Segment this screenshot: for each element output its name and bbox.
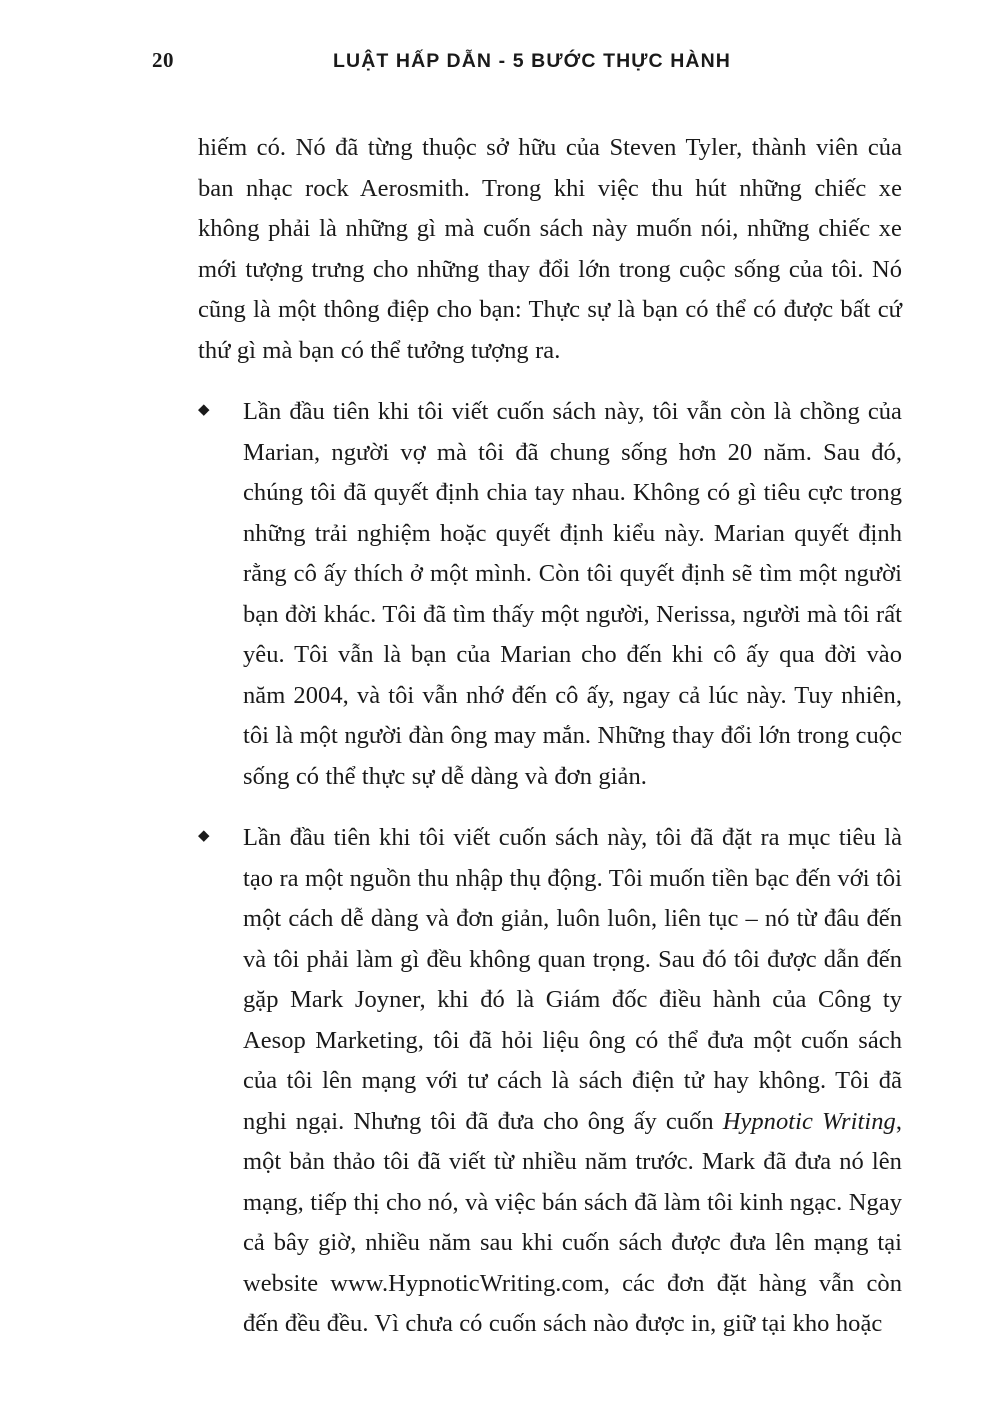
paragraph-body-1 [198,128,902,371]
paragraph-body-3 [243,818,902,1345]
paragraph-text-3-part-1: Lần đầu tiên khi tôi viết cuốn sách này, tôi đã đặt ra mục tiêu là tạo ra một nguồn thu nhập thụ động. Tôi muốn tiền bạc đến với tôi một cách dễ dàng và đơn giản, luôn luôn, liên tục – nó từ đâu đến và tôi phải làm gì đều không quan trọng. Sau đó tôi được dẫn đến gặp Mark Joyner, khi đó là Giám đốc điều hành của Công ty Aesop Marketing, tôi đã hỏi liệu ông có thể đưa một cuốn sách của tôi lên mạng với tư cách là sách điện tử hay không. Tôi đã nghi ngại. Nhưng tôi đã đưa cho ông ấy cuốn [243,824,902,1135]
page-header [0,48,1000,88]
paragraph-text-3 [243,818,902,1345]
book-title-italic: Hypnotic Writing [722,1107,896,1135]
paragraph-block-2 [196,392,902,797]
paragraph-block-1 [196,128,902,371]
page-body [196,128,902,1345]
paragraph-text-3-part-2: , một bản thảo tôi đã viết từ nhiều năm trước. Mark đã đưa nó lên mạng, tiếp thị cho nó, và việc bán sách đã làm tôi kinh ngạc. Ngay cả bây giờ, nhiều năm sau khi cuốn sách được đưa lên mạng tại website www.HypnoticWriting.com, các đơn đặt hàng vẫn còn đến đều đều. Vì chưa có cuốn sách nào được in, giữ tại kho hoặc [243,1107,902,1337]
page-number: 20 [152,48,174,72]
paragraph-block-3 [196,818,902,1345]
bullet-marker-2 [196,392,243,797]
paragraph-text-1: hiếm có. Nó đã từng thuộc sở hữu của Steven Tyler, thành viên của ban nhạc rock Aerosmith. Trong khi việc thu hút những chiếc xe không phải là những gì mà cuốn sách này muốn nói, những chiếc xe mới tượng trưng cho những thay đổi lớn trong cuộc sống của tôi. Nó cũng là một thông điệp cho bạn: Thực sự là bạn có thể có được bất cứ thứ gì mà bạn có thể tưởng tượng ra. [198,134,902,364]
paragraph-text-2: Lần đầu tiên khi tôi viết cuốn sách này, tôi vẫn còn là chồng của Marian, người vợ mà tôi đã chung sống hơn 20 năm. Sau đó, chúng tôi đã quyết định chia tay nhau. Không có gì tiêu cực trong những trải nghiệm hoặc quyết định kiểu này. Marian quyết định rằng cô ấy thích ở một mình. Còn tôi quyết định sẽ tìm một người bạn đời khác. Tôi đã tìm thấy một người, Nerissa, người mà tôi rất yêu. Tôi vẫn là bạn của Marian cho đến khi cô ấy qua đời vào năm 2004, và tôi vẫn nhớ đến cô ấy, ngay cả lúc này. Tuy nhiên, tôi là một người đàn ông may mắn. Những thay đổi lớn trong cuộc sống có thể thực sự dễ dàng và đơn giản. [243,398,902,790]
paragraph-body-2 [243,392,902,797]
bullet-marker-3 [196,818,243,1345]
diamond-bullet-icon: ◆ [198,828,210,844]
diamond-bullet-icon: ◆ [198,402,210,418]
running-head-title: LUẬT HẤP DẪN - 5 BƯỚC THỰC HÀNH [333,50,731,72]
